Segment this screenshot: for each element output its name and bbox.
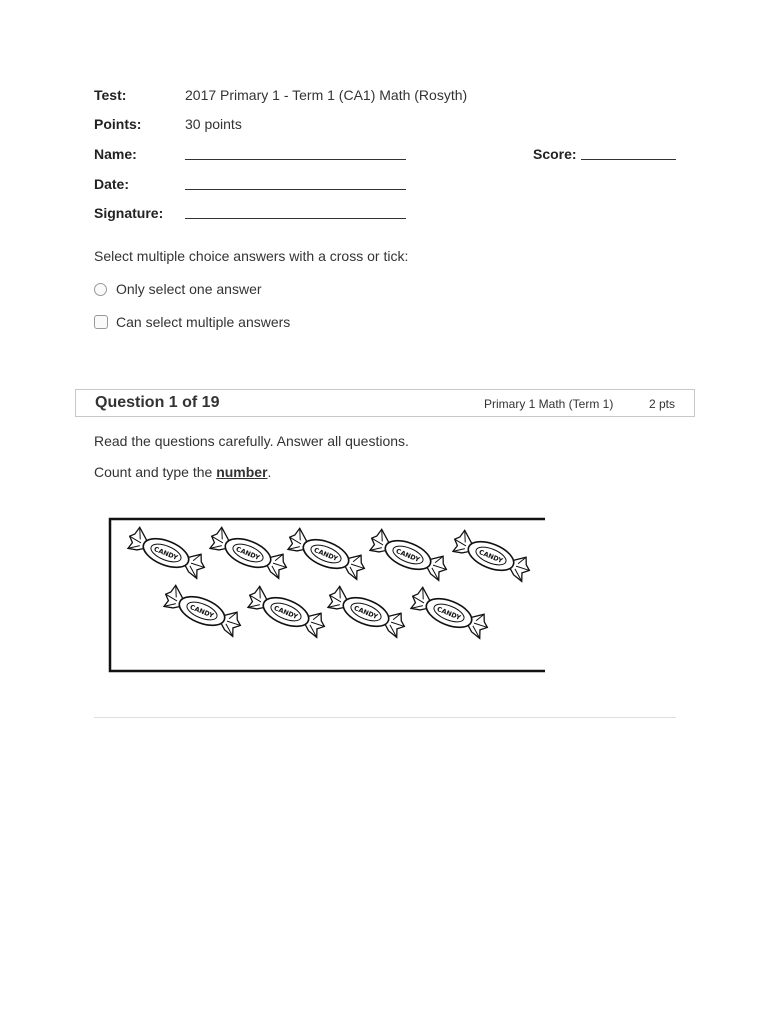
candy-label: CANDY — [152, 545, 179, 562]
name-blank-line — [185, 159, 406, 160]
candy-label: CANDY — [477, 548, 504, 565]
candies-group — [124, 525, 534, 639]
question-prompt-prefix: Count and type the — [94, 464, 217, 480]
date-blank-line — [185, 189, 406, 190]
question-divider — [94, 717, 676, 718]
radio-icon — [94, 283, 107, 296]
question-title: Question 1 of 19 — [95, 394, 220, 411]
points-label: Points: — [94, 116, 142, 132]
legend-checkbox-row — [94, 312, 290, 332]
candy-9 — [407, 585, 492, 639]
checkbox-legend-label: Can select multiple answers — [116, 314, 291, 330]
radio-legend-label: Only select one answer — [116, 281, 262, 297]
candy-label: CANDY — [352, 604, 379, 621]
candy-2 — [206, 525, 291, 579]
score-blank-line — [581, 159, 676, 160]
signature-label: Signature: — [94, 205, 164, 221]
question-course: Primary 1 Math (Term 1) — [484, 397, 614, 411]
question-header — [75, 389, 695, 417]
name-label: Name: — [94, 146, 137, 162]
candy-figure — [108, 516, 548, 676]
signature-blank-line — [185, 218, 406, 219]
candy-4 — [366, 527, 451, 581]
candy-3 — [284, 526, 369, 580]
question-points: 2 pts — [649, 397, 676, 411]
question-instruction: Read the questions carefully. Answer all questions. — [94, 433, 409, 449]
candy-label: CANDY — [312, 546, 339, 563]
candy-7 — [244, 584, 329, 638]
question-prompt-keyword: number — [216, 464, 268, 480]
test-label: Test: — [94, 87, 127, 103]
points-value: 30 points — [185, 116, 242, 132]
question-prompt-suffix: . — [267, 464, 272, 480]
checkbox-icon — [94, 315, 108, 329]
test-value: 2017 Primary 1 - Term 1 (CA1) Math (Rosyth) — [185, 87, 468, 103]
candy-label: CANDY — [394, 547, 421, 564]
candy-figure-svg — [108, 516, 548, 676]
score-label: Score: — [533, 146, 577, 162]
date-label: Date: — [94, 176, 130, 192]
legend-radio-row — [94, 279, 262, 299]
candy-1 — [124, 525, 209, 579]
candy-label: CANDY — [234, 545, 261, 562]
candy-8 — [324, 584, 409, 638]
candy-label: CANDY — [435, 605, 462, 622]
candy-6 — [160, 583, 245, 637]
candy-label: CANDY — [188, 603, 215, 620]
candy-5 — [449, 528, 534, 582]
question-prompt — [94, 464, 271, 480]
instructions-text: Select multiple choice answers with a cross or tick: — [94, 248, 409, 264]
candy-label: CANDY — [272, 604, 299, 621]
